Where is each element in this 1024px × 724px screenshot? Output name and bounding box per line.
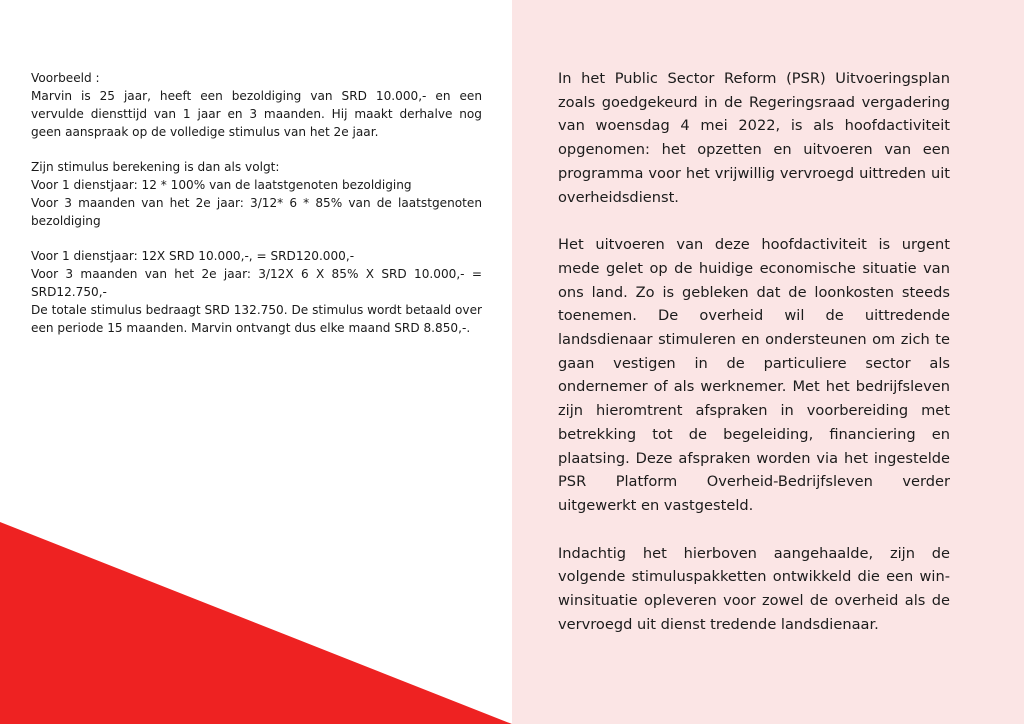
red-triangle-shape bbox=[0, 522, 512, 724]
paragraph-urgency: Het uitvoeren van deze hoofdactiviteit is urgent mede gelet op de huidige economische situatie van ons land. Zo is gebleken dat de loonkosten steeds toenemen. De overheid wil de uittredende landsdienaar stimuleren en ondersteunen om zich te gaan vestigen in de particuliere sector als ondernemer of als werknemer. Met het bedrijfsleven zijn hieromtrent afspraken in voorbereiding met betrekking tot de begeleiding, financiering en plaatsing. Deze afspraken worden via het ingestelde PSR Platform Overheid-Bedrijfsleven verder uitgewerkt en vastgesteld. bbox=[558, 236, 950, 514]
psr-description bbox=[558, 67, 950, 660]
example-heading: Voorbeeld : bbox=[31, 71, 100, 85]
example-intro: Marvin is 25 jaar, heeft een bezoldiging van SRD 10.000,- en een vervulde diensttijd van 1 jaar en 3 maanden. Hij maakt derhalve nog geen aanspraak op de volledige stimulus van het 2e jaar. bbox=[31, 89, 482, 139]
spacer bbox=[31, 141, 482, 158]
calculation-intro: Zijn stimulus berekening is dan als volgt: bbox=[31, 160, 280, 174]
calc-second-year: Voor 3 maanden van het 2e jaar: 3/12X 6 X 85% X SRD 10.000,- = SRD12.750,- bbox=[31, 267, 482, 299]
total-stimulus: De totale stimulus bedraagt SRD 132.750. De stimulus wordt betaald over een periode 15 maanden. Marvin ontvangt dus elke maand SRD 8.850,-. bbox=[31, 303, 482, 335]
rule-first-year: Voor 1 dienstjaar: 12 * 100% van de laatstgenoten bezoldiging bbox=[31, 178, 412, 192]
spacer bbox=[31, 230, 482, 247]
paragraph-psr-plan: In het Public Sector Reform (PSR) Uitvoeringsplan zoals goedgekeurd in de Regeringsraad vergadering van woensdag 4 mei 2022, is als hoofdactiviteit opgenomen: het opzetten en uitvoeren van een programma voor het vrijwillig vervroegd uittreden uit overheidsdienst. bbox=[558, 70, 950, 206]
calc-first-year: Voor 1 dienstjaar: 12X SRD 10.000,-, = SRD120.000,- bbox=[31, 249, 355, 263]
example-calculation-block bbox=[31, 69, 482, 337]
paragraph-stimulus-packages: Indachtig het hierboven aangehaalde, zijn de volgende stimuluspakketten ontwikkeld die een win-winsituatie opleveren voor zowel de overheid als de vervroegd uit dienst tredende landsdienaar. bbox=[558, 544, 950, 633]
rule-second-year: Voor 3 maanden van het 2e jaar: 3/12* 6 * 85% van de laatstgenoten bezoldiging bbox=[31, 196, 482, 228]
